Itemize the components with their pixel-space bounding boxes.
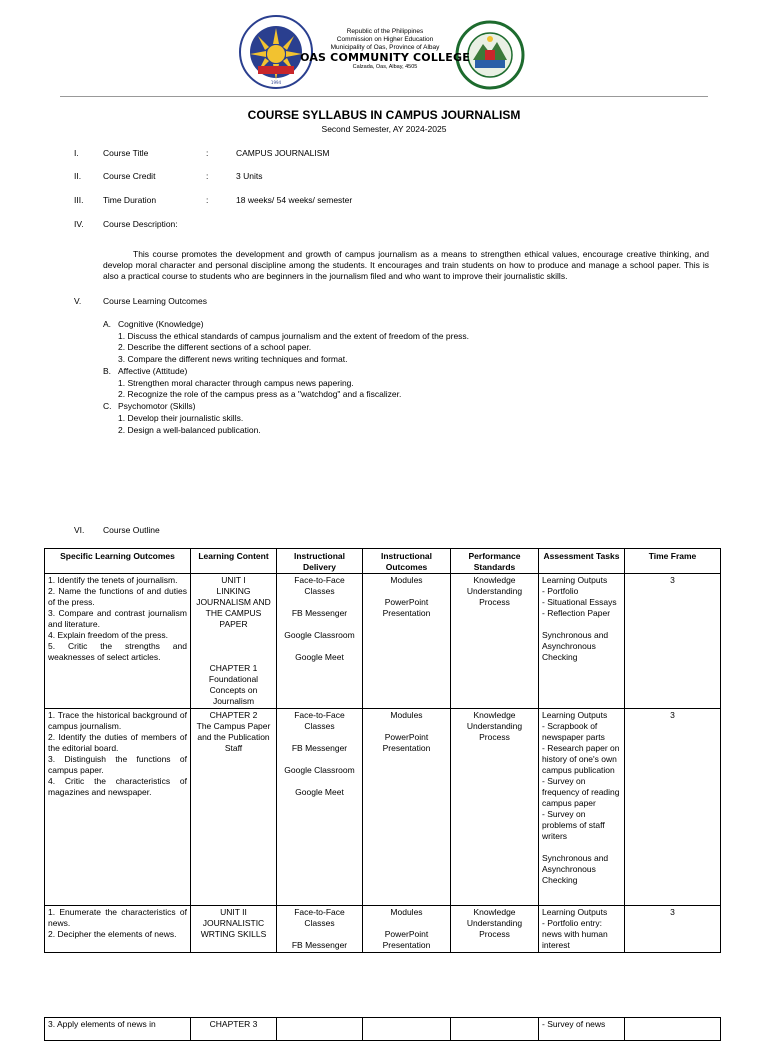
header-line-3: Municipality of Oas, Province of Albay [330, 44, 440, 51]
course-outline-table [44, 548, 721, 953]
info-num-4: IV. [74, 219, 84, 229]
outcome-c-2: 2. Design a well-balanced publication. [118, 425, 261, 435]
cell-instr-outcomes [363, 1018, 451, 1041]
info-label-4: Course Description: [103, 219, 178, 229]
cell-content: CHAPTER 2 The Campus Paper and the Publication Staff [191, 709, 277, 906]
info-value-1: CAMPUS JOURNALISM [236, 148, 330, 158]
outcome-a-3: 3. Compare the different news writing techniques and format. [118, 354, 348, 364]
outcome-letter-a: A. [103, 319, 112, 329]
table-row [45, 709, 721, 906]
outcome-c-1: 1. Develop their journalistic skills. [118, 413, 244, 423]
outcome-a-1: 1. Discuss the ethical standards of campus journalism and the extent of freedom of the press. [118, 331, 470, 341]
table-row [45, 906, 721, 953]
course-description: This course promotes the development and growth of campus journalism as a means to strengthen ethical values, encourage creative thinking, and develop moral character and personal discipline among the students. It encourages and train students on how to produce and manage a school paper. This is also a practical course to students who are beginners in the journalism filed and who want to improve their journalistic skills. [103, 249, 709, 281]
cell-performance [451, 1018, 539, 1041]
page-title: COURSE SYLLABUS IN CAMPUS JOURNALISM [247, 108, 521, 122]
info-sep-2: : [206, 171, 209, 181]
outcome-b-1: 1. Strengthen moral character through campus news papering. [118, 378, 354, 388]
outcome-title-c: Psychomotor (Skills) [118, 401, 196, 411]
cell-assessment: Learning Outputs - Scrapbook of newspaper parts - Research paper on history of one's own campus publication - Survey on frequency of reading campus paper - Survey on problems of staff writers Synchronous and Asynchronous Checking [539, 709, 625, 906]
cell-content: CHAPTER 3 [191, 1018, 277, 1041]
info-num-1: I. [74, 148, 79, 158]
cell-slo: 3. Apply elements of news in [45, 1018, 191, 1041]
table-row [45, 574, 721, 709]
cell-instr-outcomes: Modules PowerPoint Presentation [363, 906, 451, 953]
cell-content: UNIT I LINKING JOURNALISM AND THE CAMPUS PAPER CHAPTER 1 Foundational Concepts on Journalism [191, 574, 277, 709]
th-content: Learning Content [191, 549, 277, 574]
outcome-letter-c: C. [103, 401, 112, 411]
table-row [45, 1018, 721, 1041]
info-label-1: Course Title [103, 148, 149, 158]
cell-slo: 1. Identify the tenets of journalism. 2. Name the functions of and duties of the press. 3. Compare and contrast journalism and literature. 4. Explain freedom of the press. 5. Critic the strengths and weaknesses of select articles. [45, 574, 191, 709]
cell-slo: 1. Trace the historical background of campus journalism. 2. Identify the duties of members of the editorial board. 3. Distinguish the functions of campus paper. 4. Critic the characteristics of magazines and newspaper. [45, 709, 191, 906]
college-address: Calzada, Oas, Albay, 4505 [352, 64, 418, 70]
cell-time: 3 [625, 906, 721, 953]
info-value-2: 3 Units [236, 171, 263, 181]
cell-time: 3 [625, 709, 721, 906]
outcome-title-b: Affective (Attitude) [118, 366, 188, 376]
cell-assessment: Learning Outputs - Portfolio - Situational Essays - Reflection Paper Synchronous and Asynchronous Checking [539, 574, 625, 709]
table-header-row [45, 549, 721, 574]
cell-content: UNIT II JOURNALISTIC WRTING SKILLS [191, 906, 277, 953]
cell-performance: Knowledge Understanding Process [451, 906, 539, 953]
cell-delivery: Face-to-Face Classes FB Messenger [277, 906, 363, 953]
th-delivery: Instructional Delivery [277, 549, 363, 574]
cell-slo: 1. Enumerate the characteristics of news. 2. Decipher the elements of news. [45, 906, 191, 953]
college-name: OAS COMMUNITY COLLEGE [300, 51, 470, 64]
info-num-3: III. [74, 195, 84, 205]
cell-performance: Knowledge Understanding Process [451, 574, 539, 709]
cell-time [625, 1018, 721, 1041]
outline-label: Course Outline [103, 525, 160, 535]
th-performance: Performance Standards [451, 549, 539, 574]
page-subtitle: Second Semester, AY 2024-2025 [321, 124, 447, 134]
cell-instr-outcomes: Modules PowerPoint Presentation [363, 709, 451, 906]
header-line-2: Commission on Higher Education [336, 36, 434, 43]
info-sep-3: : [206, 195, 209, 205]
th-time: Time Frame [625, 549, 721, 574]
info-label-2: Course Credit [103, 171, 156, 181]
outcomes-label: Course Learning Outcomes [103, 296, 207, 306]
th-slo: Specific Learning Outcomes [45, 549, 191, 574]
info-sep-1: : [206, 148, 209, 158]
info-num-2: II. [74, 171, 82, 181]
cell-time: 3 [625, 574, 721, 709]
cell-delivery [277, 1018, 363, 1041]
outcomes-num: V. [74, 296, 82, 306]
course-outline-table-continued [44, 1017, 721, 1041]
ched-seal-year: 1994 [270, 80, 282, 85]
outcome-title-a: Cognitive (Knowledge) [118, 319, 204, 329]
cell-delivery: Face-to-Face Classes FB Messenger Google Classroom Google Meet [277, 709, 363, 906]
outcome-letter-b: B. [103, 366, 112, 376]
header-line-1: Republic of the Philippines [346, 28, 424, 35]
th-assessment: Assessment Tasks [539, 549, 625, 574]
outcome-b-2: 2. Recognize the role of the campus press as a "watchdog" and a fiscalizer. [118, 389, 402, 399]
cell-delivery: Face-to-Face Classes FB Messenger Google Classroom Google Meet [277, 574, 363, 709]
cell-assessment: - Survey of news [539, 1018, 625, 1041]
outcome-a-2: 2. Describe the different sections of a school paper. [118, 342, 312, 352]
header-divider [60, 96, 708, 97]
outline-num: VI. [74, 525, 85, 535]
cell-instr-outcomes: Modules PowerPoint Presentation [363, 574, 451, 709]
header-text [300, 28, 470, 71]
info-value-3: 18 weeks/ 54 weeks/ semester [236, 195, 353, 205]
info-label-3: Time Duration [103, 195, 157, 205]
cell-performance: Knowledge Understanding Process [451, 709, 539, 906]
th-instr-outcomes: Instructional Outcomes [363, 549, 451, 574]
cell-assessment: Learning Outputs - Portfolio entry: news with human interest [539, 906, 625, 953]
